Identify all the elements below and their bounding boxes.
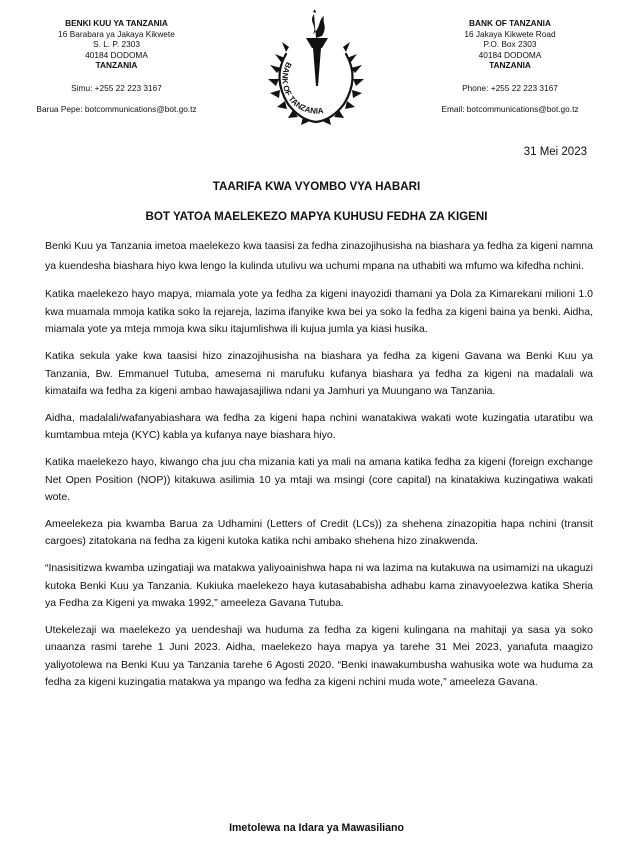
paragraph: Katika maelekezo hayo, kiwango cha juu cha mizania kati ya mali na amana katika fedha za kigeni (foreign exchange Net Open Position (NOP)) kitakuwa asilimia 10 ya mtaji wa msingi (core capital) na kinatakiwa kuzingatiwa wakati wote. bbox=[45, 455, 593, 504]
org-name-english: BANK OF TANZANIA bbox=[469, 18, 551, 28]
phone: Simu: +255 22 223 3167 bbox=[71, 82, 162, 93]
document-title: BOT YATOA MAELEKEZO MAPYA KUHUSU FEDHA ZA KIGENI bbox=[145, 210, 488, 223]
document-heading: TAARIFA KWA VYOMBO VYA HABARI bbox=[212, 180, 421, 193]
address-line: 16 Jakaya Kikwete Road bbox=[464, 28, 556, 39]
org-name-swahili: BENKI KUU YA TANZANIA bbox=[65, 18, 168, 28]
issued-by: Imetolewa na Idara ya Mawasiliano bbox=[229, 822, 404, 834]
country: TANZANIA bbox=[489, 60, 531, 71]
paragraph: Katika maelekezo hayo mapya, miamala yote ya fedha za kigeni inayozidi thamani ya Dola za Kimarekani milioni 1.0 kwa muamala mmoja katika soko la rejareja, lazima ifanyike kwa bei ya soko la fedha za kigeni baina ya benki. Aidha, miamala yote ya mteja mmoja kwa siku itajumlishwa ili kujua jumla ya kiasi husika. bbox=[45, 288, 593, 336]
po-box: S. L. P. 2303 bbox=[93, 39, 140, 50]
paragraph: Utekelezaji wa maelekezo ya uendeshaji wa huduma za fedha za kigeni kulingana na mahitaji ya sasa ya soko unaanza rasmi tarehe 1 Juni 2023. Aidha, maelekezo haya mapya ya tarehe 31 Mei 2023, yanafuta maagizo yaliyotolewa na Benki Kuu ya Tanzania tarehe 6 Agosti 2020. “Benki inawakumbusha wahusika wote wa huduma za fedha za kigeni kuzingatia matakwa ya mpango wa fedha za kigeni nchini muda wote,” ameeleza Gavana. bbox=[45, 623, 593, 689]
country: TANZANIA bbox=[95, 60, 138, 71]
paragraph: Katika sekula yake kwa taasisi hizo zinazojihusisha na biashara ya fedha za kigeni Gavana wa Benki Kuu ya Tanzania, Bw. Emmanuel Tutuba, amesema ni marufuku kufanya biashara ya fedha za kigeni na madalali wa kimataifa wa fedha za kigeni ambao hawajasajiliwa ndani ya Jamhuri ya Muungano wa Tanzania. bbox=[45, 349, 593, 398]
header-right-address bbox=[400, 18, 620, 114]
po-box: P.O. Box 2303 bbox=[483, 39, 537, 50]
address-line: 16 Barabara ya Jakaya Kikwete bbox=[58, 28, 175, 39]
bank-of-tanzania-logo bbox=[258, 8, 374, 132]
paragraph: “Inasisitizwa kwamba uzingatiaji wa matakwa yaliyoainishwa hapa ni wa lazima na kutakuwa na usimamizi na ukaguzi kutoka Benki Kuu ya Tanzania. Kukiuka maelekezo haya kutasababisha adhabu kama zinavyoelezwa katika Sheria ya Fedha za Kigeni ya mwaka 1992,” ameeleza Gavana Tutuba. bbox=[45, 561, 593, 610]
release-date: 31 Mei 2023 bbox=[523, 146, 587, 158]
email: Email: botcommunications@bot.go.tz bbox=[441, 103, 579, 114]
press-release-body bbox=[45, 237, 593, 701]
paragraph: Aidha, madalali/wafanyabiashara wa fedha za kigeni hapa nchini wanatakiwa wakati wote kuzingatia utaratibu wa kumtambua mteja (KYC) kabla ya kufanya naye biashara hiyo. bbox=[45, 411, 593, 442]
paragraph: Ameelekeza pia kwamba Barua za Udhamini (Letters of Credit (LCs)) za shehena zinazopitia hapa nchini (transit cargoes) zitatokana na fedha za kigeni kutoka katika nchi ambako shehena hizo zinakwenda. bbox=[45, 517, 593, 548]
email: Barua Pepe: botcommunications@bot.go.tz bbox=[36, 103, 197, 114]
logo-text: BANK OF TANZANIA bbox=[280, 60, 324, 116]
city: 40184 DODOMA bbox=[85, 49, 148, 60]
paragraph: Benki Kuu ya Tanzania imetoa maelekezo kwa taasisi za fedha zinazojihusisha na biashara ya fedha za kigeni namna ya kuendesha biashara hiyo kwa lengo la kulinda utulivu wa uchumi mpana na uthabiti wa mfumo wa kifedha nchini. bbox=[45, 240, 593, 272]
phone: Phone: +255 22 223 3167 bbox=[462, 82, 558, 93]
header-left-address bbox=[14, 18, 219, 114]
city: 40184 DODOMA bbox=[478, 49, 542, 60]
